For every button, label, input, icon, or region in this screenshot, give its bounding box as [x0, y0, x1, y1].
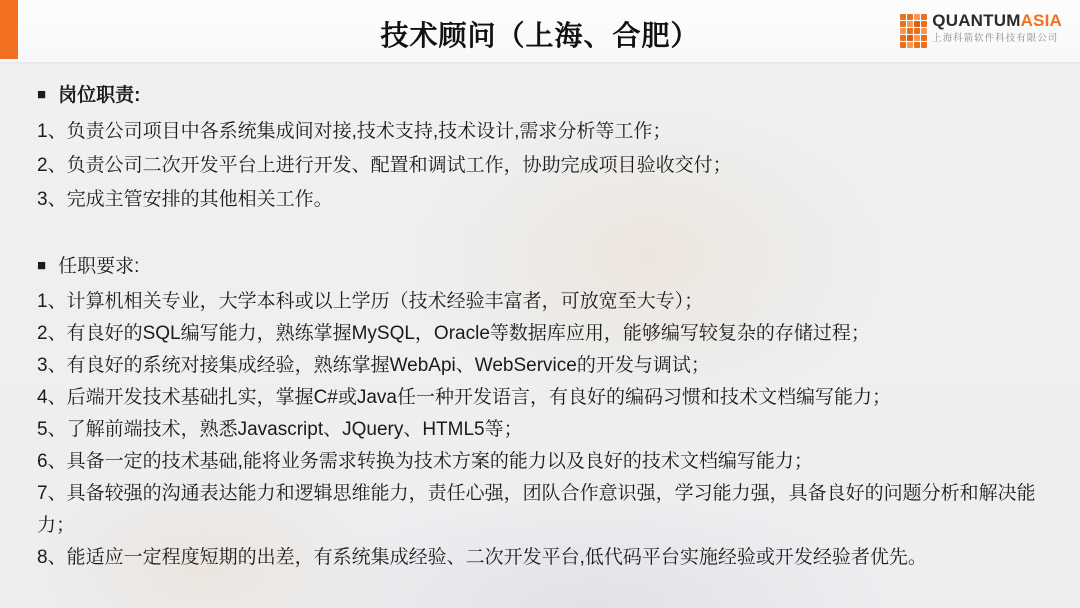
requirements-list: [37, 286, 1052, 574]
page-title: 技术顾问（上海、合肥）: [380, 20, 700, 51]
company-name: 上海科箭软件科技有限公司: [932, 33, 1059, 44]
list-item: 1、负责公司项目中各系统集成间对接,技术支持,技术设计,需求分析等工作；: [37, 121, 672, 142]
list-item: 5、了解前端技术，熟悉Javascript、JQuery、HTML5等；: [37, 419, 523, 440]
list-item: 6、具备一定的技术基础,能将业务需求转换为技术方案的能力以及良好的技术文档编写能力；: [37, 451, 813, 472]
list-item: 8、能适应一定程度短期的出差，有系统集成经验、二次开发平台,低代码平台实施经验或开发经验者优先。: [37, 547, 927, 568]
list-item: 3、完成主管安排的其他相关工作。: [37, 189, 333, 210]
section-heading-label: 岗位职责:: [58, 85, 141, 106]
list-item: 2、负责公司二次开发平台上进行开发、配置和调试工作，协助完成项目验收交付；: [37, 155, 732, 176]
list-item: 3、有良好的系统对接集成经验，熟练掌握WebApi、WebService的开发与调试；: [37, 355, 710, 376]
responsibilities-list: [37, 115, 1052, 217]
square-bullet-icon: ■: [37, 257, 47, 274]
list-item: 4、后端开发技术基础扎实，掌握C#或Java任一种开发语言，有良好的编码习惯和技术文档编写能力；: [37, 387, 891, 408]
company-logo: [900, 12, 1062, 48]
list-item: 7、具备较强的沟通表达能力和逻辑思维能力，责任心强，团队合作意识强，学习能力强，具备良好的问题分析和解决能力；: [37, 483, 1036, 536]
list-item: 1、计算机相关专业，大学本科或以上学历（技术经验丰富者，可放宽至大专）；: [37, 291, 704, 312]
orange-dot-grid-icon: [900, 14, 927, 48]
section-heading-requirements: [37, 253, 1052, 281]
list-item: 2、有良好的SQL编写能力，熟练掌握MySQL，Oracle等数据库应用，能够编写较复杂的存储过程；: [37, 323, 870, 344]
slide-content: [0, 62, 1080, 608]
brand-secondary: ASIA: [1020, 11, 1062, 30]
section-heading-responsibilities: [37, 82, 1052, 110]
section-responsibilities: [37, 82, 1052, 217]
logo-text: [932, 12, 1062, 44]
brand-name: [932, 12, 1062, 29]
header-band: [0, 0, 1080, 62]
section-heading-label: 任职要求:: [58, 256, 140, 277]
square-bullet-icon: ■: [37, 86, 47, 103]
brand-primary: QUANTUM: [932, 11, 1021, 30]
section-requirements: [37, 253, 1052, 574]
